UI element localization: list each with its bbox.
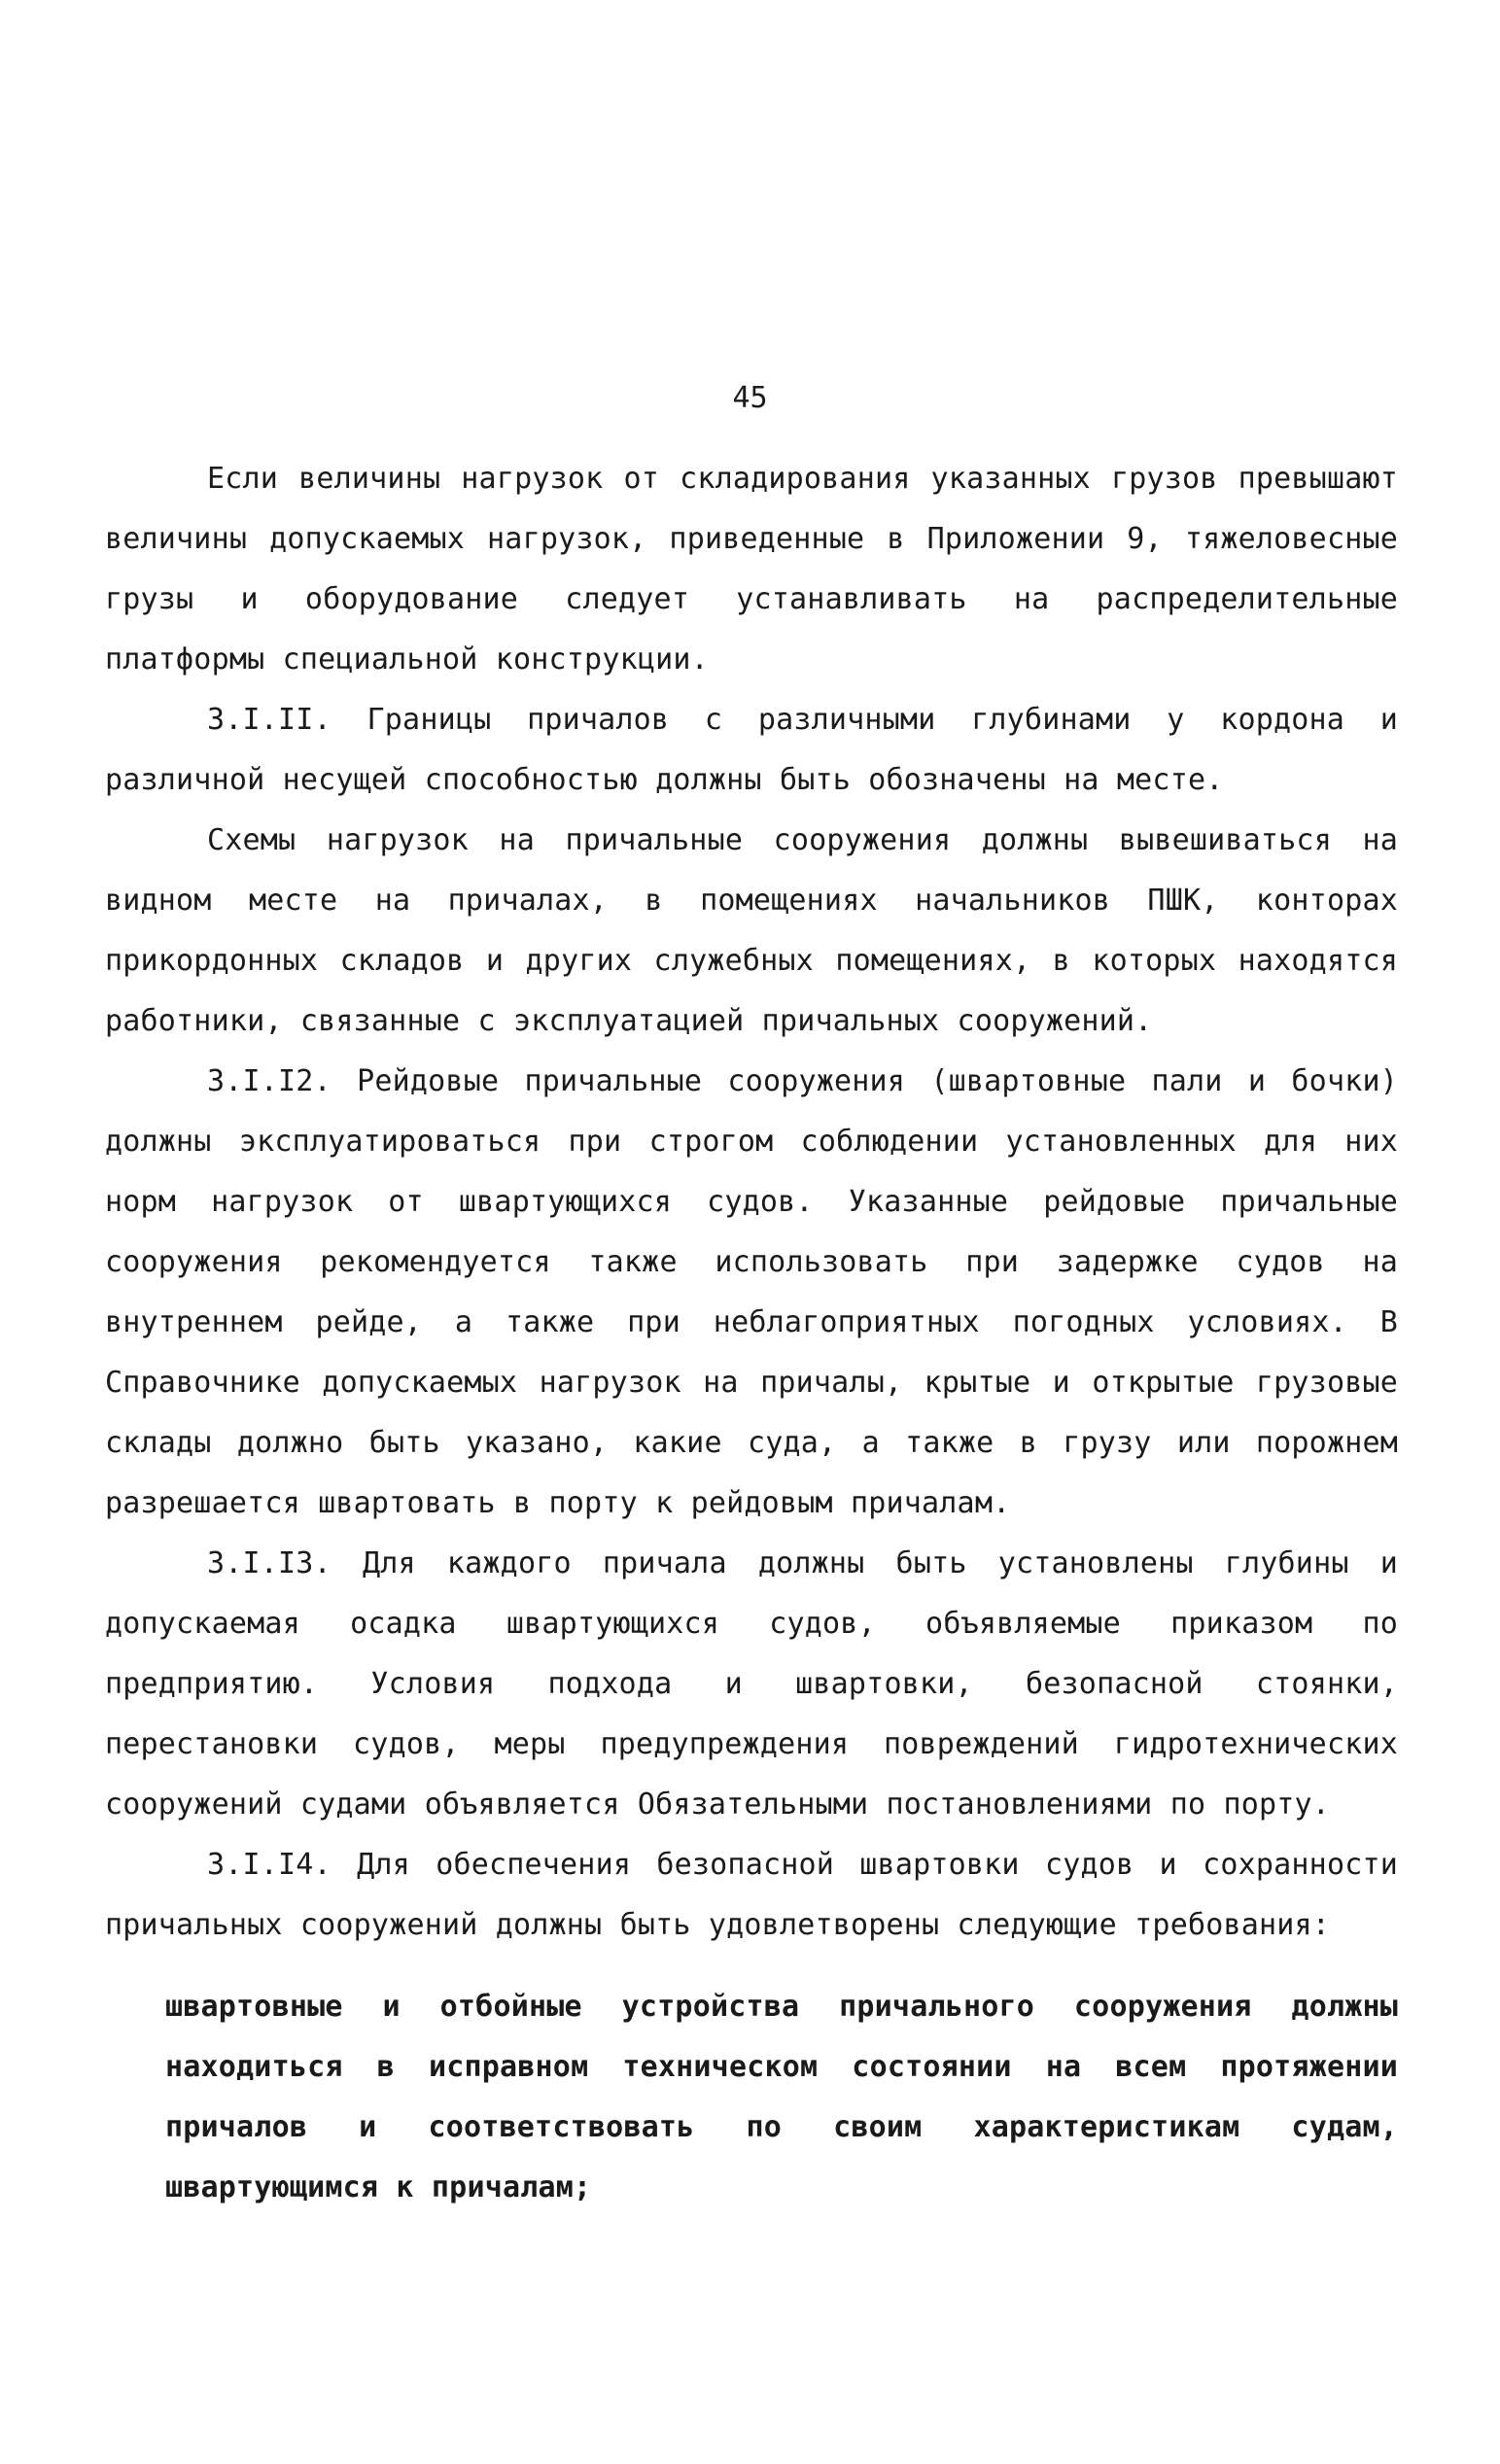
document-body — [105, 449, 1398, 2218]
page-number: 45 — [732, 381, 768, 415]
paragraph-3: Схемы нагрузок на причальные сооружения должны вывешиваться на видном месте на причалах, в помещениях начальников ПШК, конторах прикордонных складов и других служебных помещениях, в которых находятся работники, связанные с эксплуатацией причальных сооружений. — [105, 823, 1398, 1038]
paragraph-7: швартовные и отбойные устройства причального сооружения должны находиться в исправном техническом состоянии на всем протяжении причалов и соответствовать по своим характеристикам судам, швартующимся к причалам; — [165, 1990, 1398, 2204]
paragraph-4: 3.I.I2. Рейдовые причальные сооружения (швартовные пали и бочки) должны эксплуатироваться при строгом соблюдении установленных для них норм нагрузок от швартующихся судов. Указанные рейдовые причальные сооружения рекомендуется также использовать при задержке судов на внутреннем рейде, а также при неблагоприятных погодных условиях. В Справочнике допускаемых нагрузок на причалы, крытые и открытые грузовые склады должно быть указано, какие суда, а также в грузу или порожнем разрешается швартовать в порту к рейдовым причалам. — [105, 1064, 1398, 1520]
paragraph-2: 3.I.II. Границы причалов с различными глубинами у кордона и различной несущей способностью должны быть обозначены на месте. — [105, 703, 1398, 797]
paragraph-6: 3.I.I4. Для обеспечения безопасной швартовки судов и сохранности причальных сооружений должны быть удовлетворены следующие требования: — [105, 1848, 1398, 1942]
paragraph-5: 3.I.I3. Для каждого причала должны быть установлены глубины и допускаемая осадка швартующихся судов, объявляемые приказом по предприятию. Условия подхода и швартовки, безопасной стоянки, перестановки судов, меры предупреждения повреждений гидротехнических сооружений судами объявляется Обязательными постановлениями по порту. — [105, 1546, 1398, 1822]
paragraph-1: Если величины нагрузок от складирования указанных грузов превышают величины допускаемых нагрузок, приведенные в Приложении 9, тяжеловесные грузы и оборудование следует устанавливать на распределительные платформы специальной конструкции. — [105, 462, 1398, 677]
